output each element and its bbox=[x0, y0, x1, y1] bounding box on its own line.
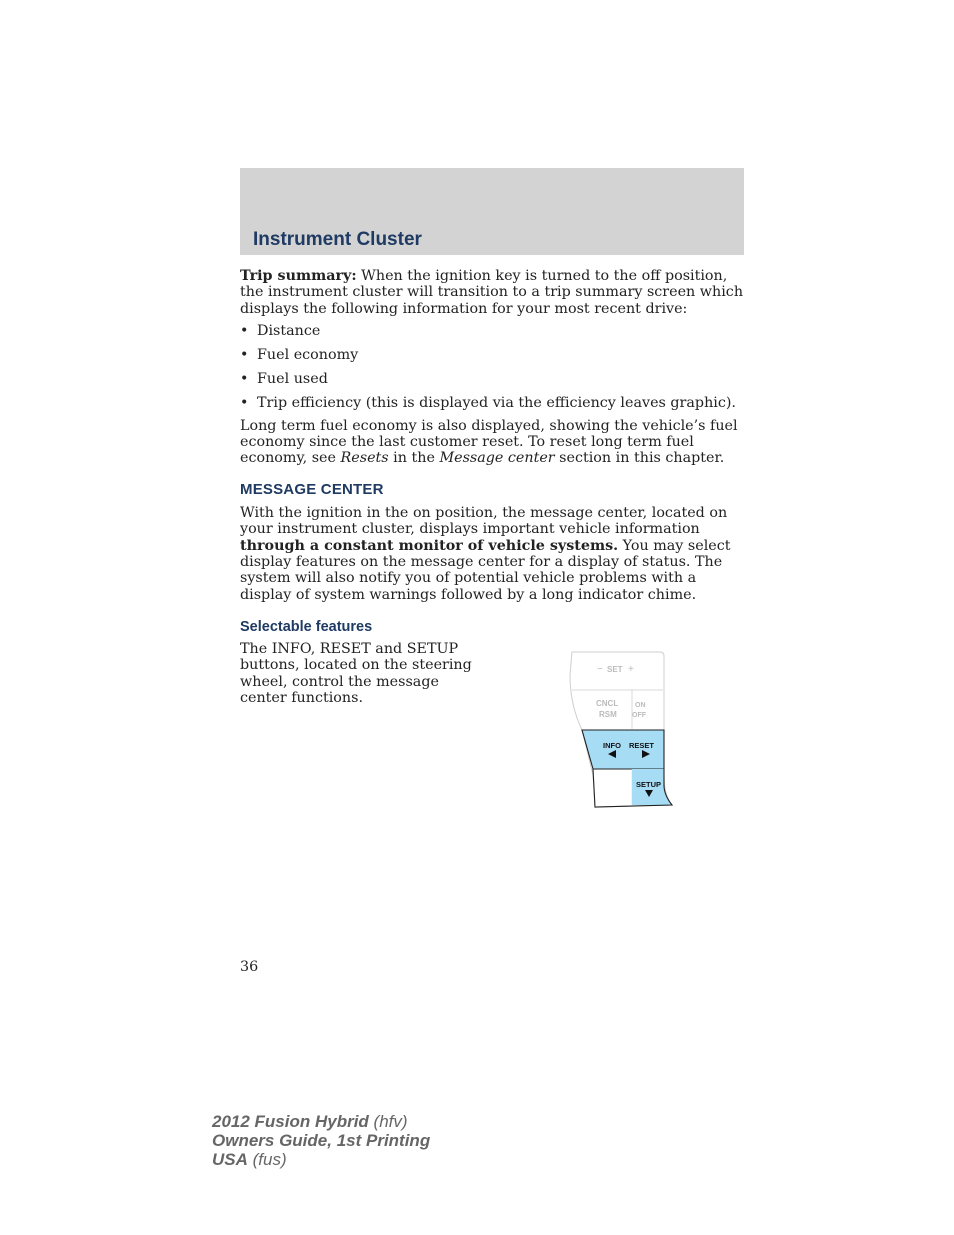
resets-reference: Resets bbox=[340, 450, 389, 467]
page-content bbox=[240, 268, 744, 706]
list-item: • Trip efficiency (this is displayed via the efficiency leaves graphic). bbox=[240, 395, 744, 411]
selectable-features-paragraph: The INFO, RESET and SETUP buttons, located on the steering wheel, control the message center functions. bbox=[240, 641, 472, 706]
trip-summary-intro: When the ignition key is turned to the off position, the instrument cluster will transition to a trip summary screen which displays the following information for your most recent drive: bbox=[240, 268, 744, 317]
long-term-text-b: in the bbox=[388, 450, 440, 467]
footer-model-code: (hfv) bbox=[368, 1112, 408, 1131]
long-term-paragraph bbox=[240, 418, 744, 467]
trip-summary-list bbox=[240, 323, 744, 411]
reset-label: RESET bbox=[629, 741, 655, 750]
chapter-header-band bbox=[240, 168, 744, 255]
footer-market: USA bbox=[212, 1150, 248, 1169]
footer-line-3 bbox=[212, 1150, 430, 1169]
rsm-label: RSM bbox=[599, 710, 617, 719]
message-center-heading: MESSAGE CENTER bbox=[240, 480, 384, 498]
footer-market-code: (fus) bbox=[247, 1150, 287, 1169]
set-label: SET bbox=[607, 665, 623, 674]
message-center-paragraph bbox=[240, 505, 744, 603]
on-label: ON bbox=[635, 702, 646, 709]
message-center-text-end: You may select display features on the message center for a display of status. The system will also notify you of potential vehicle problems with a display of system warnings followed by a long indicator chime. bbox=[240, 537, 731, 603]
list-item: • Fuel economy bbox=[240, 347, 744, 363]
message-center-reference: Message center bbox=[439, 450, 555, 467]
cncl-label: CNCL bbox=[596, 699, 619, 708]
chapter-title: Instrument Cluster bbox=[253, 229, 422, 250]
list-item: • Distance bbox=[240, 323, 744, 339]
document-footer bbox=[212, 1112, 430, 1169]
set-plus-label: + bbox=[628, 664, 634, 675]
info-label: INFO bbox=[603, 741, 621, 750]
page-number: 36 bbox=[240, 959, 259, 975]
steering-wheel-buttons-illustration bbox=[560, 645, 685, 815]
off-label: OFF bbox=[632, 712, 646, 719]
setup-label: SETUP bbox=[636, 780, 662, 789]
footer-line-1 bbox=[212, 1112, 430, 1131]
selectable-features-heading: Selectable features bbox=[240, 618, 373, 635]
message-center-text: With the ignition in the on position, the message center, located on your instrument cluster, displays important vehicle information bbox=[240, 505, 728, 538]
trip-summary-paragraph bbox=[240, 268, 744, 317]
message-center-bold: through a constant monitor of vehicle systems. bbox=[240, 537, 619, 554]
set-minus-label: − bbox=[597, 664, 603, 675]
footer-line-2 bbox=[212, 1131, 430, 1150]
long-term-text-c: section in this chapter. bbox=[554, 450, 725, 467]
footer-printing: Owners Guide, 1st Printing bbox=[212, 1131, 431, 1150]
footer-model: 2012 Fusion Hybrid bbox=[212, 1112, 369, 1131]
long-term-text-a: Long term fuel economy is also displayed, showing the vehicle’s fuel economy since the last customer reset. To reset long term fuel economy, see bbox=[240, 417, 738, 467]
trip-summary-lead: Trip summary: bbox=[240, 268, 357, 284]
list-item: • Fuel used bbox=[240, 371, 744, 387]
